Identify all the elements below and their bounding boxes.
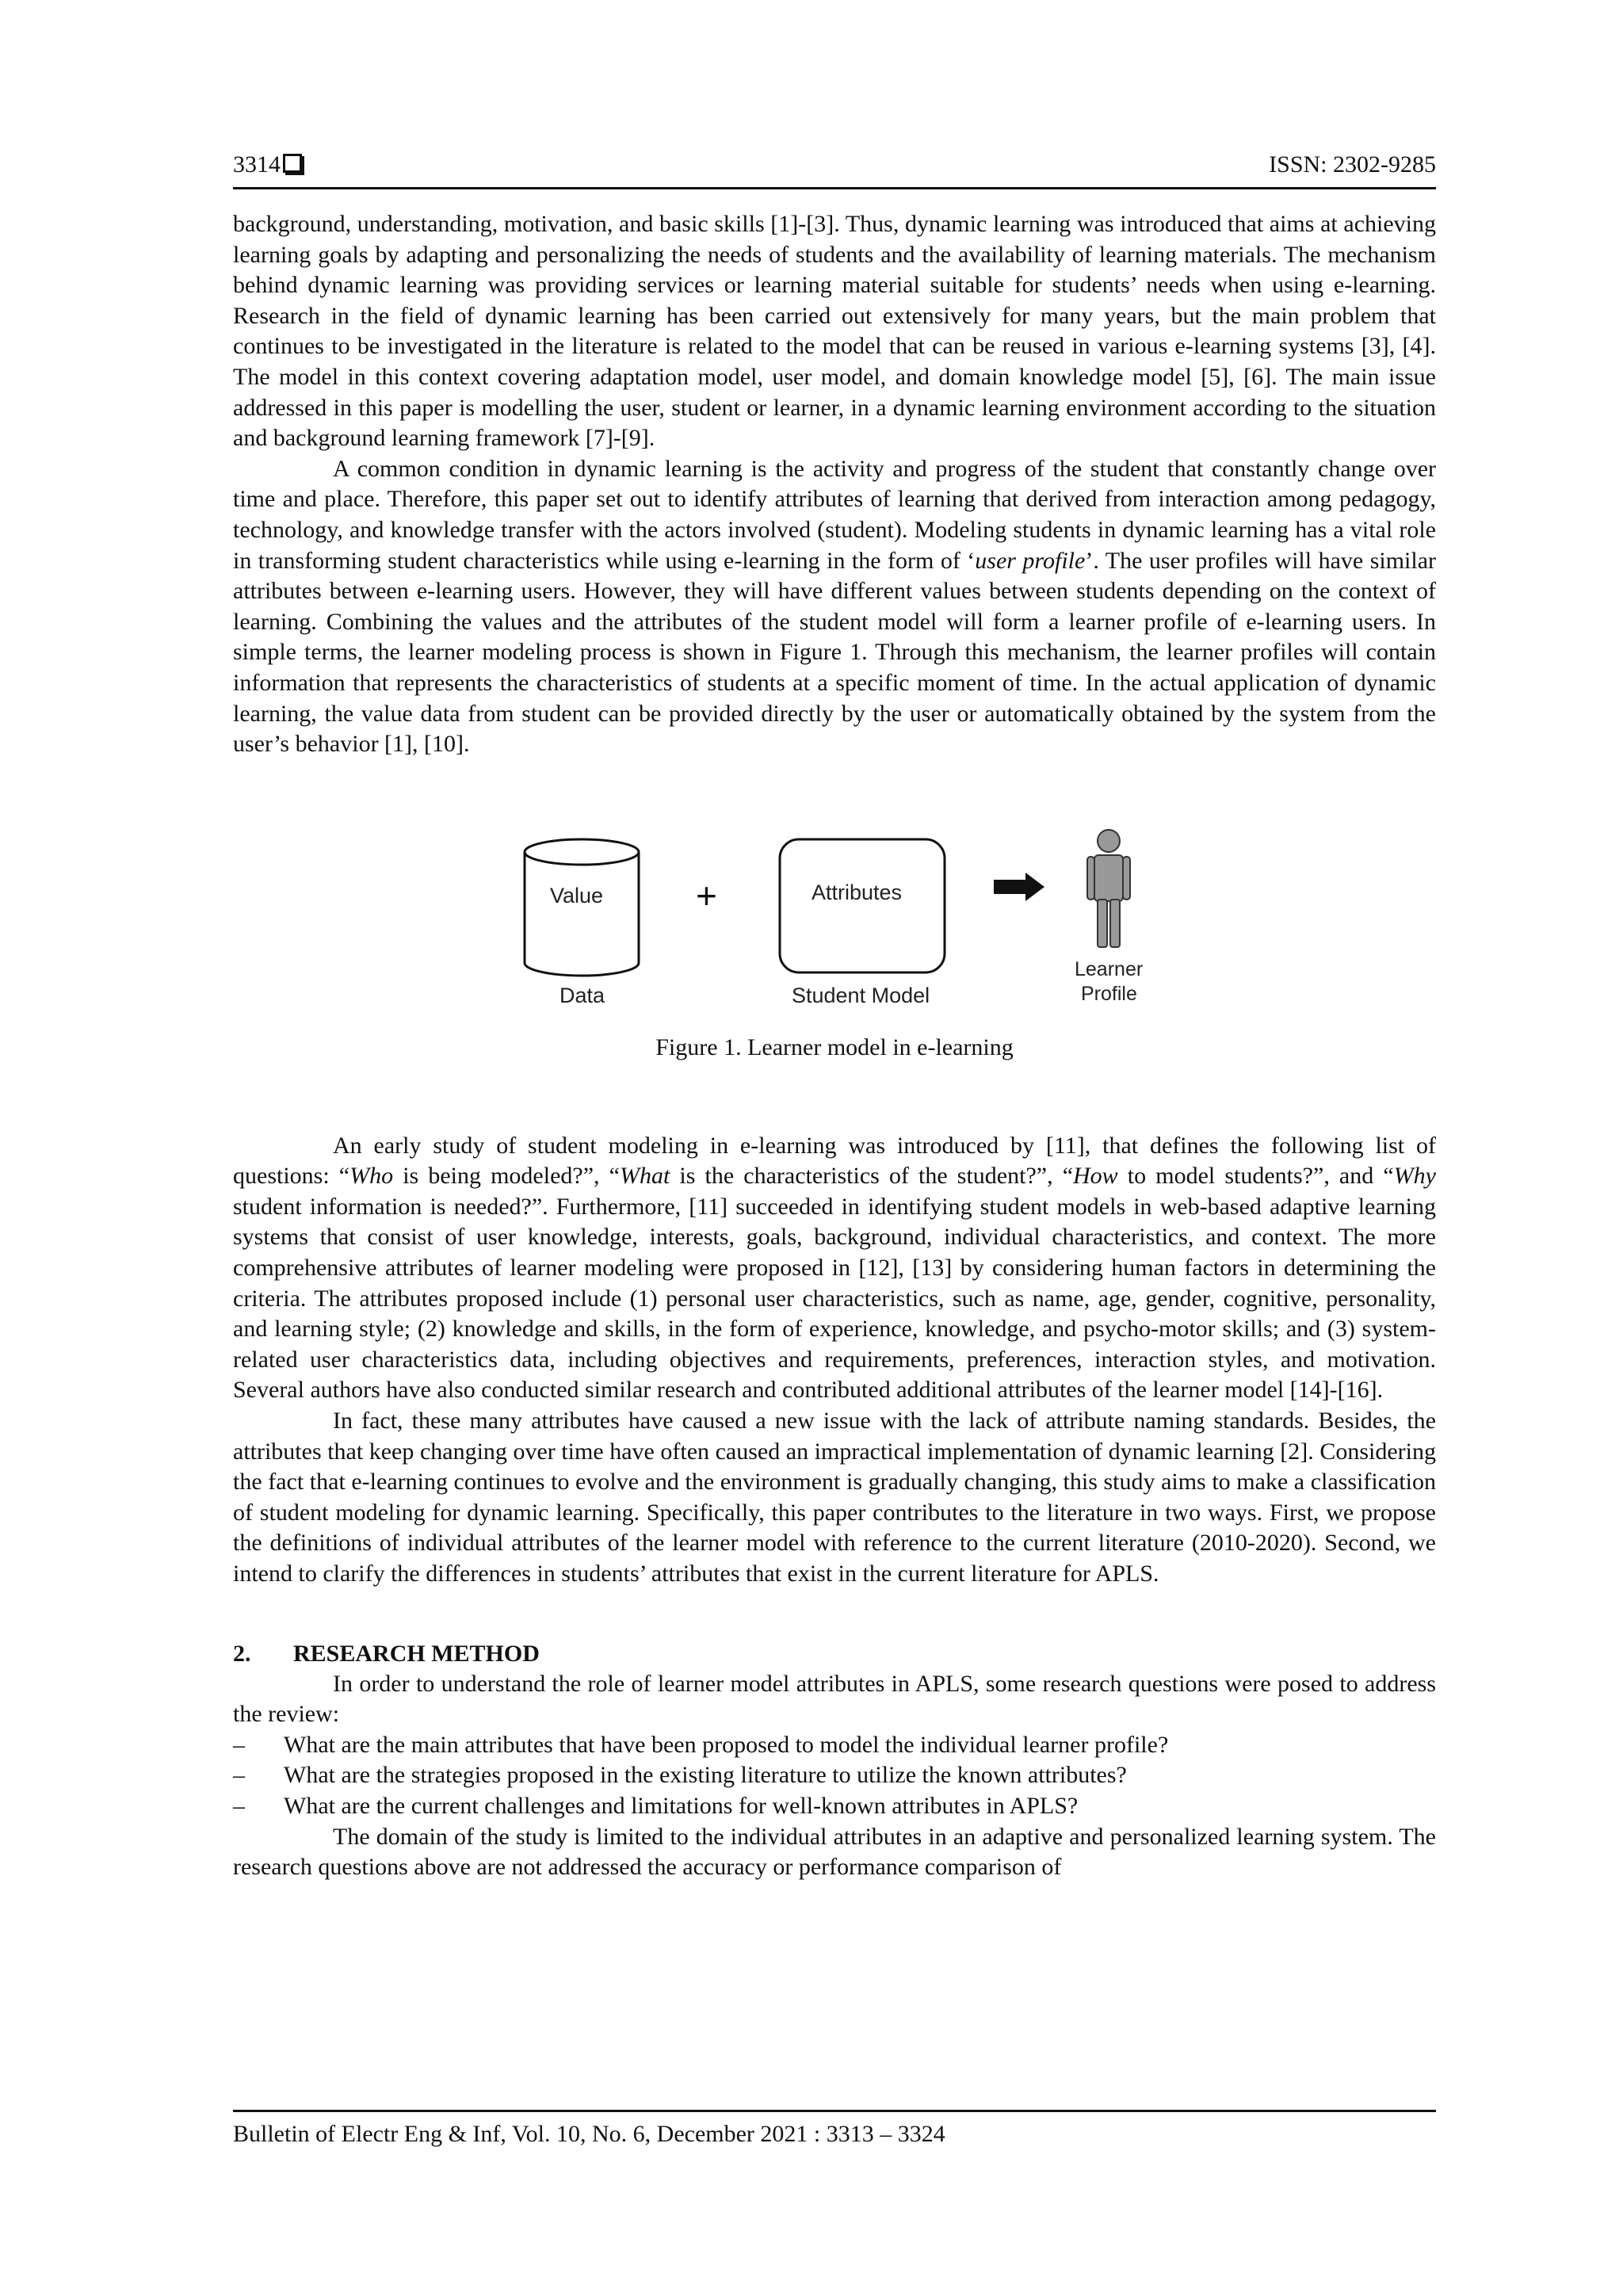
section-heading: [233, 1639, 1436, 1669]
running-header: [233, 151, 1436, 189]
student-model-label: Student Model: [792, 983, 930, 1007]
paragraph-2-part-a: A common condition in dynamic learning is the activity and progress of the student that constantly change over time and place. Therefore, this paper set out to identify attributes of learning that derived from interaction among pedagogy, technology, and knowledge transfer with the actors involved (student). Modeling students in dynamic learning has a vital role in transforming student characteristics while using e-learning in the form of ‘: [233, 455, 1436, 574]
section-number: 2.: [233, 1640, 251, 1667]
issn: ISSN: 2302-9285: [1269, 151, 1436, 178]
box-icon: [283, 154, 302, 173]
paragraph-3: [233, 1131, 1436, 1406]
data-label: Data: [559, 983, 605, 1007]
profile-label: Profile: [1081, 982, 1137, 1005]
p3-what: What: [619, 1163, 670, 1190]
value-label: Value: [550, 883, 604, 907]
research-questions-list: [233, 1730, 1436, 1822]
p3-who: Who: [349, 1163, 394, 1190]
p3-text-b: is being modeled?”, “: [393, 1163, 620, 1190]
p3-text-e: student information is needed?”. Furthermore, [11] succeeded in identifying student models in web-based adaptive learning systems that consist of user knowledge, interests, goals, background, individual characteristics, and context. The more comprehensive attributes of learner modeling were proposed in [12], [13] by considering human factors in determining the criteria. The attributes proposed include (1) personal user characteristics, such as name, age, gender, cognitive, personality, and learning style; (2) knowledge and skills, in the form of experience, knowledge, and psycho-motor skills; and (3) system-related user characteristics data, including objectives and requirements, preferences, interaction styles, and motivation. Several authors have also conducted similar research and contributed additional attributes of the learner model [14]-[16].: [233, 1193, 1436, 1404]
student-model-box: [780, 839, 945, 972]
paragraph-4: In fact, these many attributes have caused a new issue with the lack of attribute naming standards. Besides, the attributes that keep changing over time have often caused an impractical implementation of dynamic learning [2]. Considering the fact that e-learning continues to evolve and the environment is gradually changing, this study aims to make a classification of student modeling for dynamic learning. Specifically, this paper contributes to the literature in two ways. First, we propose the definitions of individual attributes of the learner model with reference to the current literature (2010-2020). Second, we intend to clarify the differences in students’ attributes that exist in the current literature for APLS.: [233, 1408, 1436, 1587]
page: [233, 151, 1436, 1883]
plus-sign: +: [696, 874, 717, 916]
paragraph-2: [233, 454, 1436, 760]
attributes-label: Attributes: [812, 880, 903, 904]
running-footer: Bulletin of Electr Eng & Inf, Vol. 10, No. 6, December 2021 : 3313 – 3324: [233, 2110, 1436, 2149]
user-profile-term: user profile: [975, 547, 1086, 574]
p3-why: Why: [1393, 1163, 1436, 1190]
paragraph-5: In order to understand the role of learner model attributes in APLS, some research questions were posed to address the review:: [233, 1670, 1436, 1728]
paragraph-1: background, understanding, motivation, and basic skills [1]-[3]. Thus, dynamic learning was introduced that aims at achieving learning goals by adapting and personalizing the needs of students and the availability of learning materials. The mechanism behind dynamic learning was providing services or learning material suitable for students’ needs when using e-learning. Research in the field of dynamic learning has been carried out extensively for many years, but the main problem that continues to be investigated in the literature is related to the model that can be reused in various e-learning systems [3], [4]. The model in this context covering adaptation model, user model, and domain knowledge model [5], [6]. The main issue addressed in this paper is modelling the user, student or learner, in a dynamic learning environment according to the situation and background learning framework [7]-[9].: [233, 211, 1436, 452]
figure-1: [233, 820, 1436, 1018]
page-number-text: 3314: [233, 151, 281, 178]
list-item: – What are the current challenges and limitations for well-known attributes in APLS?: [233, 1791, 1436, 1822]
body-text: [233, 209, 1436, 1883]
paragraph-2-part-b: ’. The user profiles will have similar attributes between e-learning users. However, they will have different values between students depending on the context of learning. Combining the values and the attributes of the student model will form a learner profile of e-learning users. In simple terms, the learner modeling process is shown in Figure 1. Through this mechanism, the learner profiles will contain information that represents the characteristics of students at a specific moment of time. In the actual application of dynamic learning, the value data from student can be provided directly by the user or automatically obtained by the system from the user’s behavior [1], [10].: [233, 547, 1437, 758]
list-item: – What are the strategies proposed in the existing literature to utilize the known attributes?: [233, 1760, 1436, 1791]
figure-caption: Figure 1. Learner model in e-learning: [655, 1033, 1014, 1060]
p3-text-c: is the characteristics of the student?”, “: [670, 1163, 1074, 1190]
person-icon: [1087, 830, 1130, 947]
paragraph-6: The domain of the study is limited to the individual attributes in an adaptive and personalized learning system. The research questions above are not addressed the accuracy or performance comparison of: [233, 1823, 1436, 1881]
section-title: RESEARCH METHOD: [293, 1640, 540, 1667]
page-number: [233, 151, 302, 179]
learner-label: Learner: [1075, 957, 1144, 980]
p3-text-d: to model students?”, and “: [1117, 1163, 1394, 1190]
p3-how: How: [1073, 1163, 1118, 1190]
list-item: – What are the main attributes that have been proposed to model the individual learner profile?: [233, 1730, 1436, 1761]
arrow-right-icon: [994, 873, 1044, 901]
p3-text-a: An early study of student modeling in e-learning was introduced by [11], that defines the following list of questions: “: [233, 1132, 1436, 1190]
